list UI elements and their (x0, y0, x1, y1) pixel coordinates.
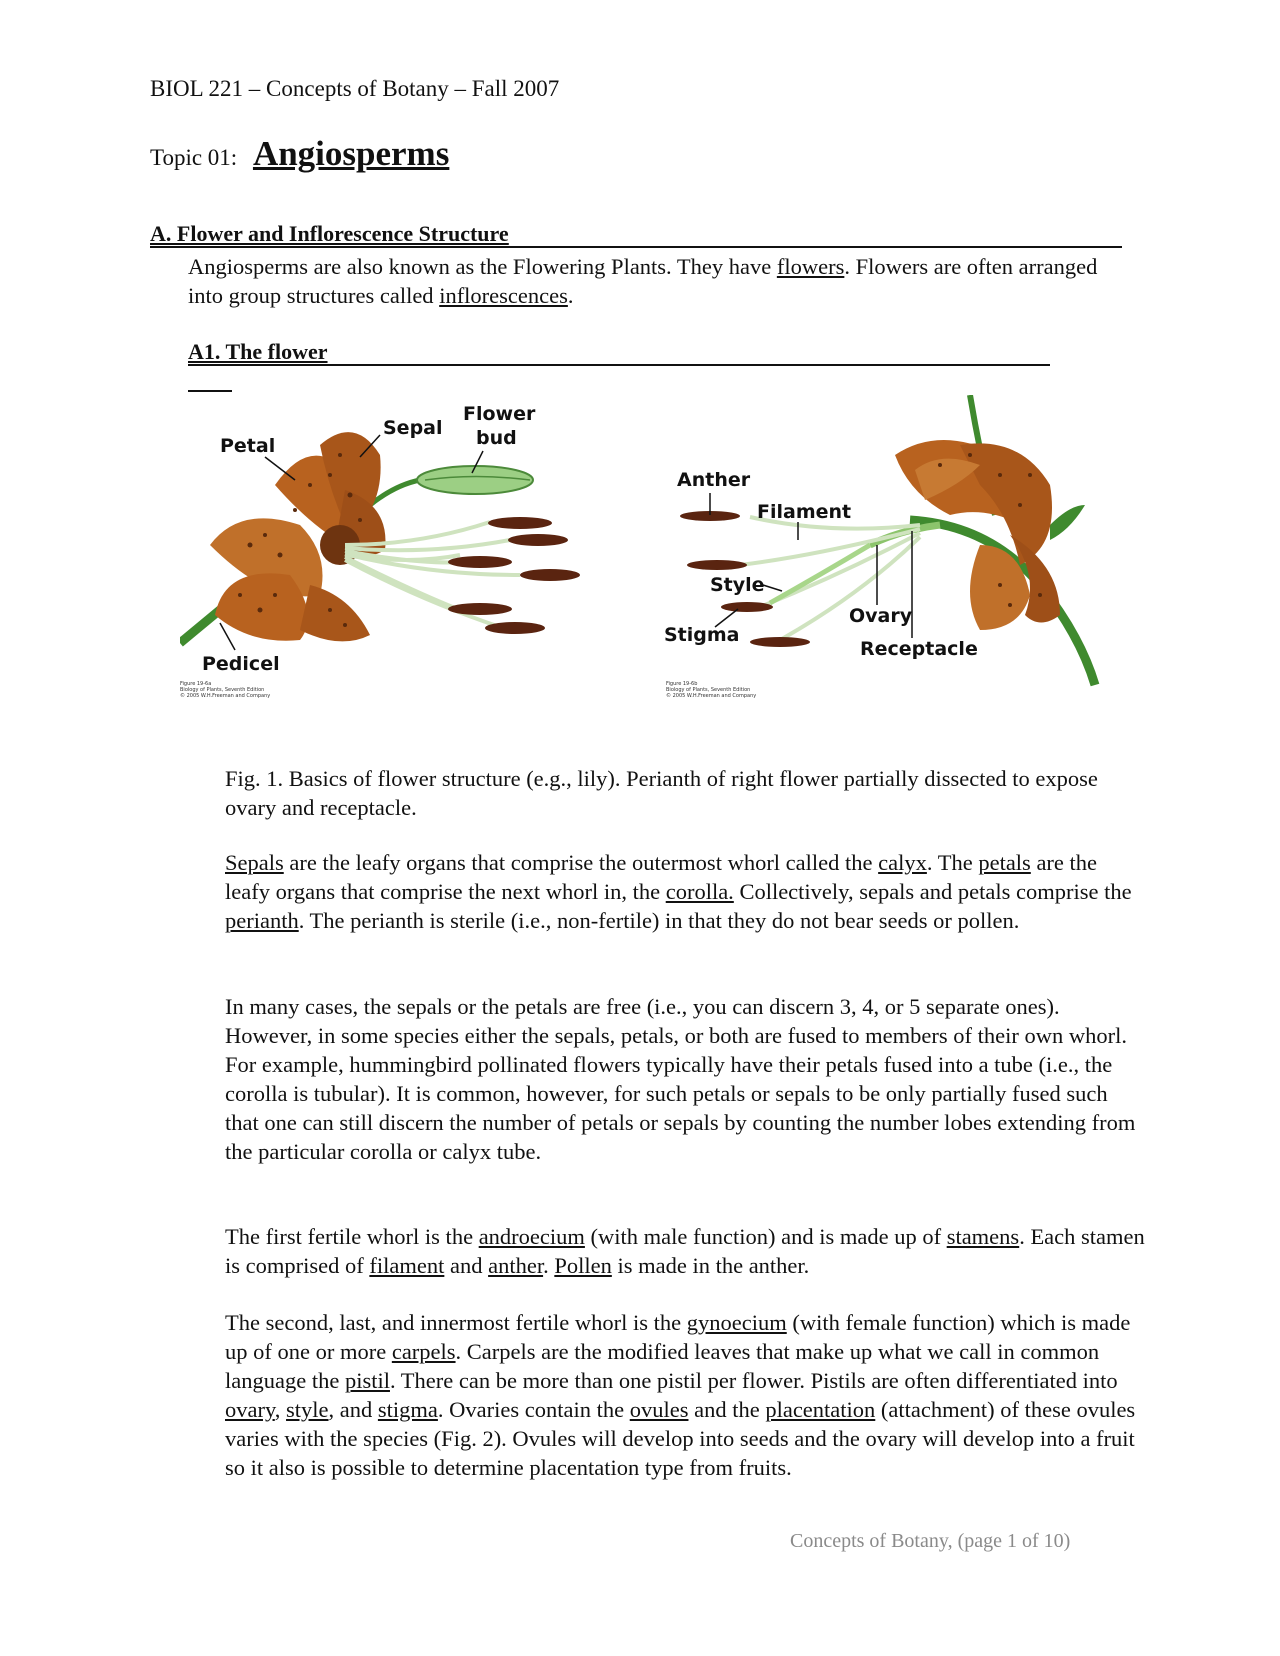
label-style: Style (710, 574, 765, 596)
left-figure-credit-3: © 2005 W.H.Freeman and Company (180, 693, 271, 699)
right-figure-credit-1: Figure 19-6b (666, 681, 698, 687)
left-figure-credit-2: Biology of Plants, Seventh Edition (180, 687, 265, 693)
underlined-term: Pollen (554, 1253, 612, 1278)
text-run: , and (328, 1397, 378, 1422)
label-anther: Anther (677, 469, 751, 491)
flower-structure-figure (180, 395, 1110, 740)
label-petal: Petal (220, 435, 276, 457)
underlined-term: ovules (629, 1397, 689, 1422)
label-filament: Filament (757, 501, 852, 523)
paragraph-perianth (225, 848, 1145, 935)
underlined-term: stamens (946, 1224, 1020, 1249)
section-a1-heading-text: A1. The flower (188, 339, 328, 364)
figure-caption: Fig. 1. Basics of flower structure (e.g., lily). Perianth of right flower partially dissected to expose ovary and receptacle. (225, 766, 1098, 820)
underlined-term: gynoecium (686, 1310, 787, 1335)
paragraph-fusion (225, 992, 1145, 1166)
topic-prefix: Topic 01: (150, 145, 238, 170)
heading-underline-stub (188, 390, 232, 392)
text-run: are the leafy organs that comprise the outermost whorl called the (283, 850, 879, 875)
text-run: , (274, 1397, 287, 1422)
label-flower-bud-line2: bud (476, 427, 517, 449)
underlined-term: flowers (776, 254, 845, 279)
text-run: . Ovaries contain the (437, 1397, 630, 1422)
underlined-term: petals (978, 850, 1031, 875)
text-run: and the (688, 1397, 766, 1422)
label-pedicel: Pedicel (202, 653, 280, 675)
label-stigma: Stigma (664, 624, 740, 646)
underlined-term: corolla. (665, 879, 734, 904)
underlined-term: inflorescences (439, 283, 568, 308)
text-run: is made in the anther. (611, 1253, 810, 1278)
paragraph-androecium (225, 1222, 1145, 1280)
left-figure-credit-1: Figure 19-6a (180, 681, 212, 687)
page-footer: Concepts of Botany, (page 1 of 10) (790, 1530, 1071, 1552)
section-a-intro (188, 252, 1128, 310)
label-flower-bud-line1: Flower (463, 403, 536, 425)
paragraph-gynoecium (225, 1308, 1145, 1482)
underlined-term: stigma (377, 1397, 438, 1422)
section-a1-heading (188, 340, 1050, 366)
text-run: (with male function) and is made up of (584, 1224, 947, 1249)
underlined-term: Sepals (225, 850, 284, 875)
topic-line (150, 134, 449, 174)
course-header: BIOL 221 – Concepts of Botany – Fall 2007 (150, 76, 560, 101)
text-run: (attachment) of these ovules varies with the species (Fig. 2). Ovules will develop into seeds and the ovary will develop into a fruit so it also is possible to determine placentation type from fruits. (225, 1397, 1136, 1480)
underlined-term: placentation (765, 1397, 876, 1422)
text-run: . Each stamen is comprised of (225, 1224, 1145, 1278)
text-run: . The (926, 850, 979, 875)
text-run: . There can be more than one pistil per flower. Pistils are often differentiated into (389, 1368, 1118, 1393)
underlined-term: ovary (225, 1397, 275, 1422)
text-run: . (567, 283, 574, 308)
right-figure-credit-3: © 2005 W.H.Freeman and Company (666, 693, 757, 699)
text-run: . The perianth is sterile (i.e., non-fertile) in that they do not bear seeds or pollen. (298, 908, 1020, 933)
text-run: and (444, 1253, 489, 1278)
label-sepal: Sepal (383, 417, 443, 439)
underlined-term: androecium (478, 1224, 585, 1249)
topic-title: Angiosperms (252, 134, 450, 173)
text-run: The first fertile whorl is the (225, 1224, 479, 1249)
text-run: . Flowers are often arranged into group structures called (188, 254, 1098, 308)
left-lily-illustration (180, 403, 580, 699)
text-run: The second, last, and innermost fertile whorl is the (225, 1310, 687, 1335)
underlined-term: pistil (344, 1368, 390, 1393)
text-run: are the leafy organs that comprise the next whorl in, the (225, 850, 1098, 904)
text-run: (with female function) which is made up of one or more (225, 1310, 1131, 1364)
underlined-term: calyx (878, 850, 927, 875)
section-a-heading-text: A. Flower and Inflorescence Structure (150, 221, 509, 246)
label-receptacle: Receptacle (860, 638, 978, 660)
underlined-term: carpels (391, 1339, 456, 1364)
underlined-term: filament (369, 1253, 445, 1278)
text-run: In many cases, the sepals or the petals are free (i.e., you can discern 3, 4, or 5 separate ones). However, in some species either the sepals, petals, or both are fused to members of their own whorl. For example, hummingbird pollinated flowers typically have their petals fused into a tube (i.e., the corolla is tubular). It is common, however, for such petals or sepals to be only partially fused such that one can still discern the number of petals or sepals by counting the number lobes extending from the particular corolla or calyx tube. (225, 994, 1136, 1164)
section-a-heading (150, 222, 1122, 248)
text-run: Collectively, sepals and petals comprise the (733, 879, 1132, 904)
text-run: . (543, 1253, 555, 1278)
underlined-term: style (286, 1397, 329, 1422)
right-lily-illustration (664, 395, 1095, 699)
right-figure-credit-2: Biology of Plants, Seventh Edition (666, 687, 751, 693)
text-run: . Carpels are the modified leaves that make up what we call in common language the (225, 1339, 1100, 1393)
label-ovary: Ovary (849, 605, 913, 627)
text-run: Angiosperms are also known as the Flowering Plants. They have (188, 254, 777, 279)
underlined-term: perianth (225, 908, 299, 933)
underlined-term: anther (488, 1253, 544, 1278)
